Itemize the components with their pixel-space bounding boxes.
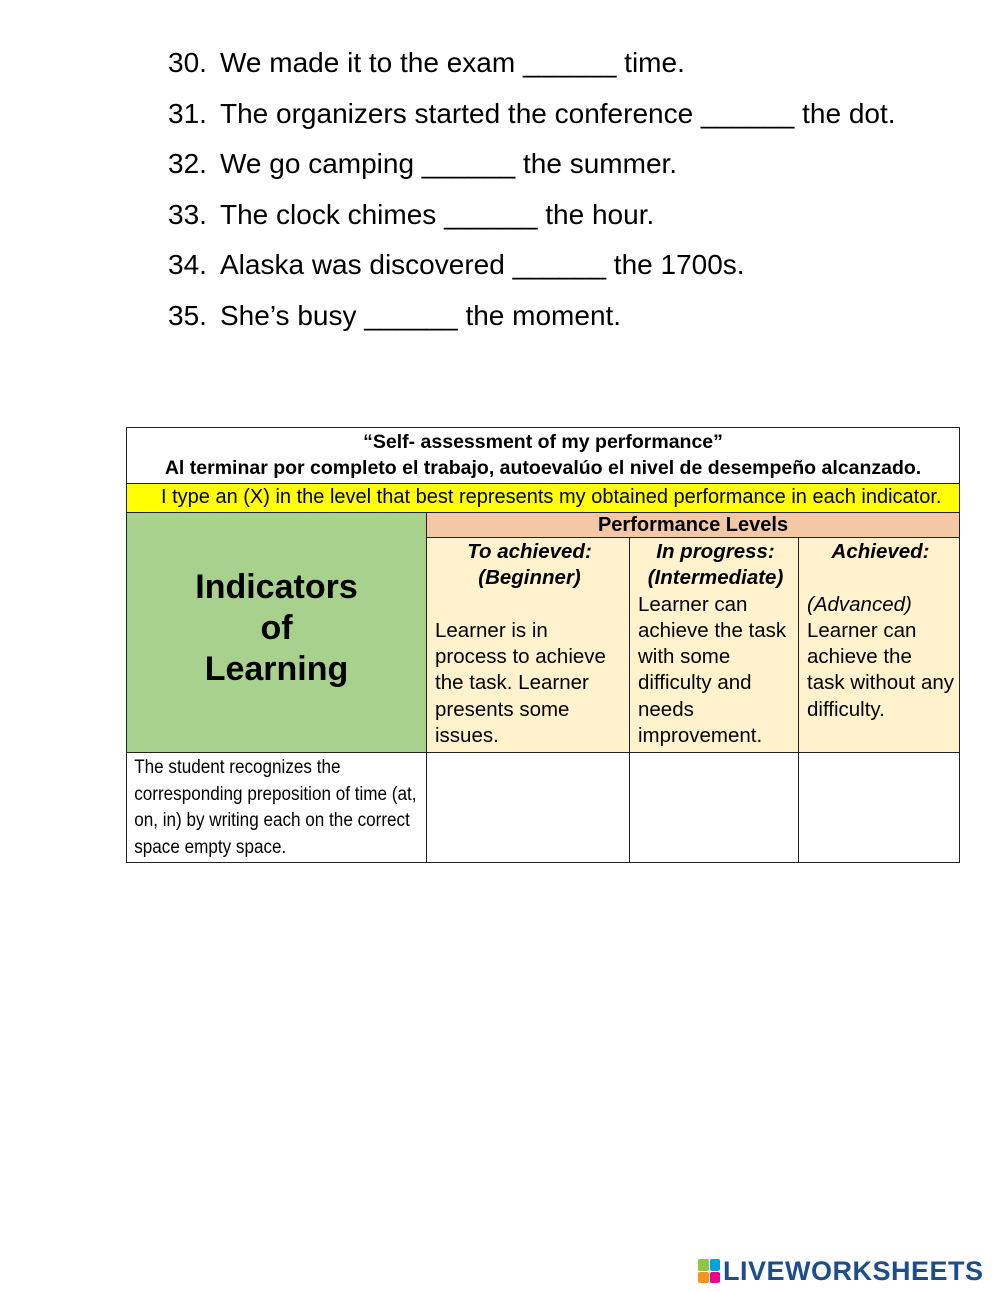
liveworksheets-logo-icon (698, 1259, 720, 1283)
liveworksheets-logo-text: LIVEWORKSHEETS (723, 1255, 984, 1286)
rubric-instruction (127, 484, 960, 513)
self-assessment-table (126, 427, 960, 863)
indicators-word: Indicators (195, 568, 358, 607)
question-text: We made it to the exam ______ time. (220, 47, 685, 78)
indicator-text: The student recognizes the corresponding preposition of time (at, on, in) by writing each on the correct space empty space. (134, 757, 417, 858)
of-word: of (260, 609, 293, 648)
question-text: The organizers started the conference ______ the dot. (220, 97, 896, 129)
level-intermediate-subtitle: (Intermediate) (647, 566, 784, 590)
learning-word: Learning (204, 650, 349, 689)
rubric-instruction-text: I type an (X) in the level that best represents my obtained performance in each indicator. (161, 486, 942, 508)
question-list (168, 40, 988, 344)
answer-cell-advanced[interactable] (799, 753, 960, 863)
question-number: 31. (168, 97, 207, 129)
level-intermediate (630, 538, 799, 753)
rubric-title-line1: “Self- assessment of my performance” (363, 431, 723, 453)
question-text: We go camping ______ the summer. (220, 148, 678, 180)
performance-levels-header: Performance Levels (427, 513, 960, 538)
level-advanced (799, 538, 960, 753)
question-item (168, 91, 988, 142)
question-item (168, 293, 988, 344)
answer-cell-beginner[interactable] (427, 753, 630, 863)
question-number: 35. (168, 299, 207, 331)
level-beginner (427, 538, 630, 753)
question-number: 30. (168, 47, 207, 78)
question-item (168, 242, 988, 293)
question-number: 33. (168, 198, 207, 230)
level-beginner-title: To achieved: (467, 540, 592, 563)
level-intermediate-title: In progress: (656, 540, 775, 563)
level-beginner-description: Learner is in process to achieve the task. Learner presents some issues. (435, 618, 606, 748)
rubric-title (127, 428, 960, 484)
question-item (168, 40, 988, 91)
rubric-title-line2: Al terminar por completo el trabajo, autoevalúo el nivel de desempeño alcanzado. (164, 457, 922, 479)
liveworksheets-logo (698, 1256, 984, 1286)
level-beginner-subtitle: (Beginner) (478, 566, 581, 590)
question-number: 34. (168, 249, 207, 281)
level-advanced-title: Achieved: (831, 540, 930, 563)
question-text: The clock chimes ______ the hour. (220, 198, 655, 230)
indicator-cell (127, 753, 427, 863)
answer-cell-intermediate[interactable] (630, 753, 799, 863)
question-item (168, 141, 988, 192)
level-advanced-subtitle: (Advanced) (807, 592, 912, 616)
level-intermediate-description: Learner can achieve the task with some difficulty and needs improvement. (638, 592, 787, 748)
question-text: Alaska was discovered ______ the 1700s. (220, 249, 745, 281)
indicators-header (127, 513, 427, 753)
question-text: She’s busy ______ the moment. (220, 299, 622, 331)
question-item (168, 192, 988, 243)
level-advanced-description: Learner can achieve the task without any difficulty. (807, 618, 954, 721)
question-number: 32. (168, 148, 207, 180)
